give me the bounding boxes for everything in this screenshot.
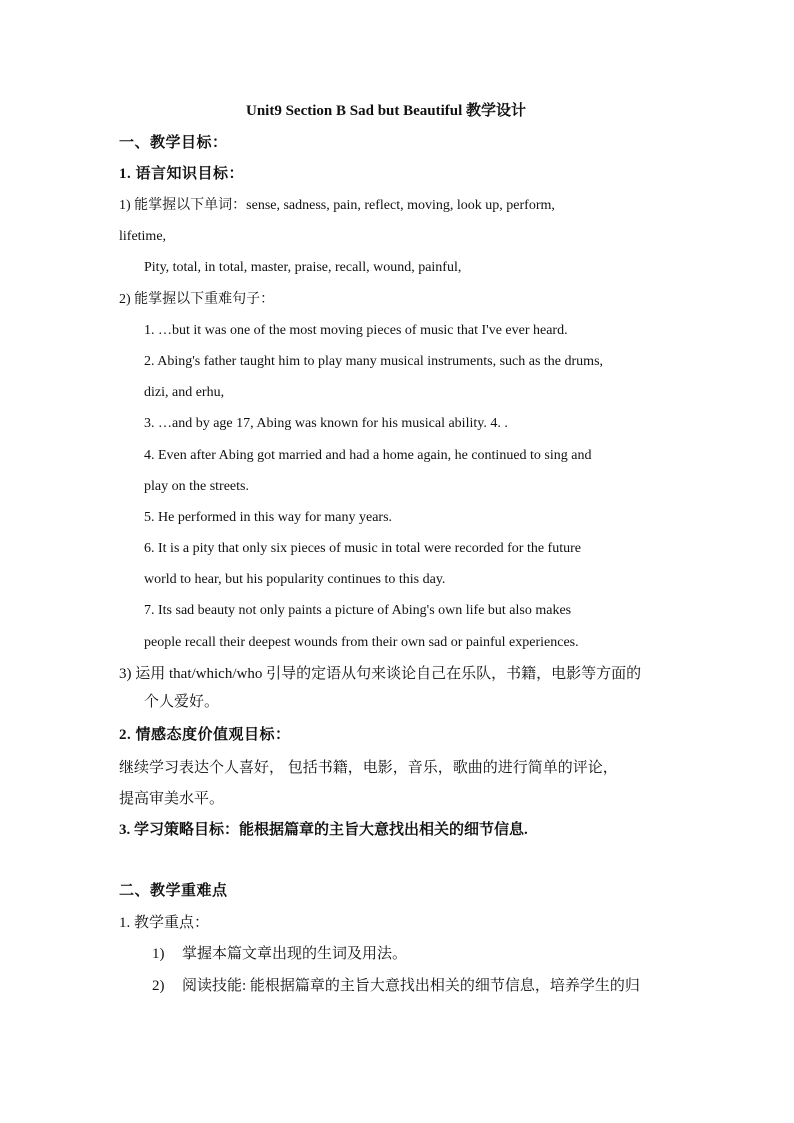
key-sentences-heading: 2) 能掌握以下重难句子： [119, 292, 275, 307]
sentence-line: 2. Abing's father taught him to play many musical instruments, such as the drums, [144, 354, 604, 369]
section-heading-key-difficulties: 二、教学重难点 [119, 883, 228, 899]
subheading-language-knowledge: 1. 语言知识目标： [119, 166, 245, 182]
sentence-line: play on the streets. [144, 479, 249, 494]
focus-point-text: 掌握本篇文章出现的生词及用法。 [182, 946, 408, 962]
sentence-line: dizi, and erhu, [144, 385, 225, 400]
relative-clause-objective-line-2: 个人爱好。 [144, 694, 220, 710]
sentence-line: 5. He performed in this way for many years. [144, 510, 393, 525]
document-title: Unit9 Section B Sad but Beautiful 教学设计 [246, 103, 527, 119]
focus-point-text: 阅读技能: 能根据篇章的主旨大意找出相关的细节信息，培养学生的归 [182, 978, 640, 994]
sentence-line: 6. It is a pity that only six pieces of music in total were recorded for the future [144, 541, 581, 556]
vocab-list-line-2: lifetime, [119, 229, 167, 244]
sentence-line: people recall their deepest wounds from their own sad or painful experiences. [144, 635, 579, 650]
sentence-line: world to hear, but his popularity continues to this day. [144, 572, 446, 587]
focus-point-number: 2) [152, 978, 165, 994]
sentence-line: 3. …and by age 17, Abing was known for his musical ability. 4. . [144, 416, 508, 431]
subheading-learning-strategy: 3. 学习策略目标：能根据篇章的主旨大意找出相关的细节信息. [119, 822, 528, 838]
vocab-list-line-1: 1) 能掌握以下单词：sense, sadness, pain, reflect, moving, look up, perform, [119, 198, 555, 213]
sentence-line: 4. Even after Abing got married and had a home again, he continued to sing and [144, 448, 592, 463]
section-heading-objectives: 一、教学目标： [119, 135, 228, 151]
emotional-objective-line-1: 继续学习表达个人喜好， 包括书籍，电影，音乐，歌曲的进行简单的评论， [119, 760, 618, 776]
focus-point-number: 1) [152, 946, 165, 962]
sentence-line: 1. …but it was one of the most moving pieces of music that I've ever heard. [144, 323, 568, 338]
relative-clause-objective-line-1: 3) 运用 that/which/who 引导的定语从句来谈论自己在乐队，书籍，电影等方面的 [119, 666, 642, 682]
vocab-list-line-3: Pity, total, in total, master, praise, recall, wound, painful, [144, 260, 462, 275]
subheading-emotional-attitude: 2. 情感态度价值观目标： [119, 727, 291, 743]
subheading-teaching-focus: 1. 教学重点： [119, 915, 210, 931]
emotional-objective-line-2: 提高审美水平。 [119, 791, 225, 807]
sentence-line: 7. Its sad beauty not only paints a picture of Abing's own life but also makes [144, 603, 572, 618]
